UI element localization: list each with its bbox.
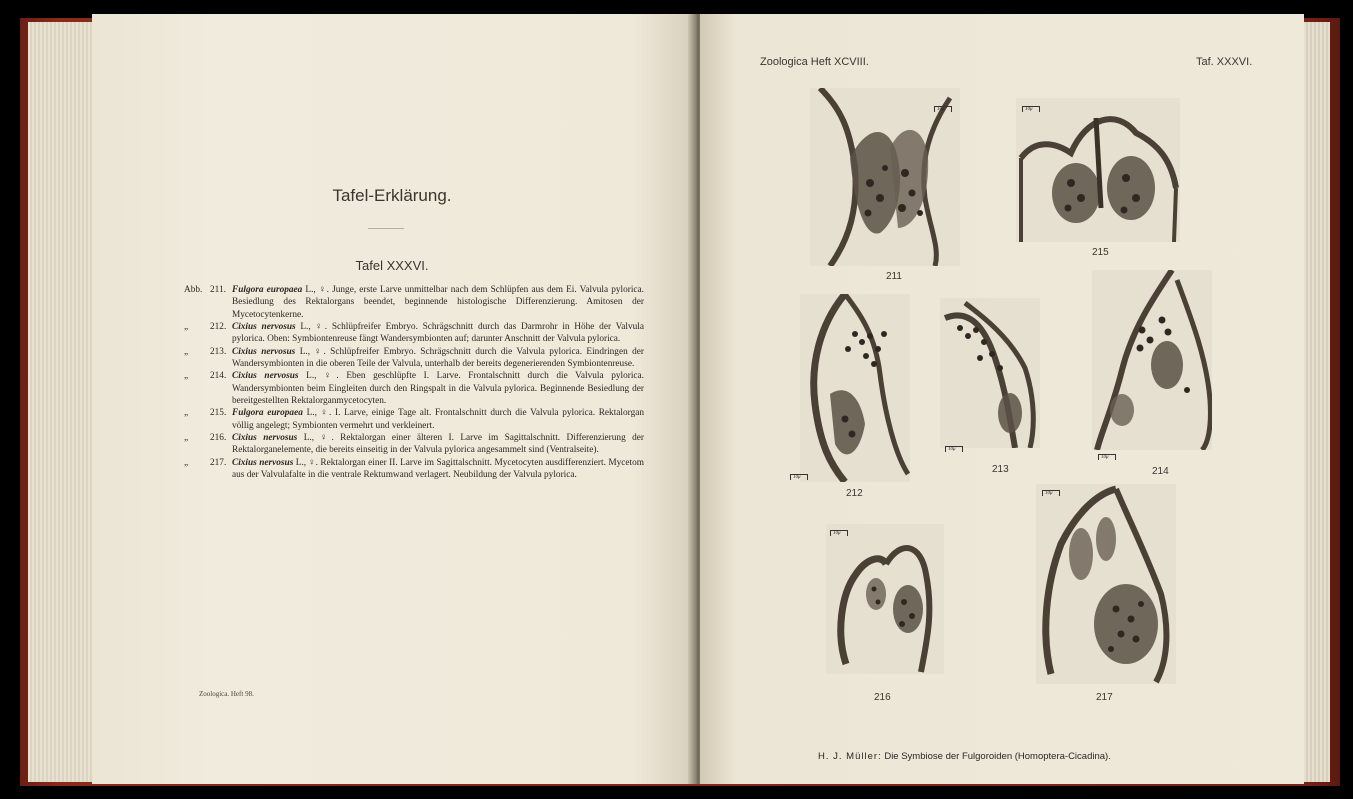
entry-text: L., ♀. Rektalorgan einer älteren I. Larve im Sagittalschnitt. Differenzierung der Rektalorganelemente, die bereits einseitig in der Valvula pylorica angesammelt sind (Ventralseite).: [232, 433, 644, 456]
entry-number: 212.: [210, 322, 227, 333]
entry-text: L., ♀. Junge, erste Larve unmittelbar nach dem Schlüpfen aus dem Ei. Valvula pylorica. Besiedlung des Rektalorgans beendet, beginnende histologische Differenzierung. Amitosen der Mycetocytenkerne.: [232, 285, 644, 320]
title-divider: [368, 228, 404, 229]
page-footer: Zoologica. Heft 98.: [199, 690, 254, 698]
scale-bar: [1022, 106, 1040, 112]
figure-216: [826, 524, 944, 674]
entry-text: L., ♀. Schlüpfreifer Embryo. Schrägschnitt durch das Darmrohr in Höhe der Valvula pylorica. Oben: Symbiontenreuse fängt Wandersymbionten auf; darunter Anschnitt der Valvula pylorica.: [232, 322, 644, 345]
figure-label-213: 213: [992, 464, 1009, 475]
entry-number: 217.: [210, 457, 227, 468]
scale-label: 10μ: [793, 475, 801, 480]
caption-author: H. J. Müller:: [818, 751, 882, 762]
species-name: Cixius nervosus: [232, 322, 296, 333]
scale-label: 10μ: [1025, 107, 1033, 112]
figure-215: [1016, 98, 1180, 242]
figure-212: [793, 294, 910, 482]
plate-number: Taf. XXXVI.: [1196, 56, 1253, 68]
scale-label: 10μ: [948, 447, 956, 452]
scale-label: 10μ: [1045, 491, 1053, 496]
figure-label-217: 217: [1096, 692, 1113, 703]
entry-prefix: Abb.: [184, 285, 203, 295]
right-page: [700, 14, 1304, 784]
scale-bar: [1098, 454, 1116, 460]
micrograph-212: [800, 294, 910, 482]
entry-prefix: „: [184, 346, 189, 357]
species-name: Cixius nervosus: [232, 346, 296, 357]
page-title: Tafel-Erklärung.: [332, 186, 452, 205]
figure-label-216: 216: [874, 692, 891, 703]
species-name: Cixius nervosus: [232, 433, 298, 444]
entry-body: [232, 284, 644, 321]
plate-heading: Tafel XXXVI.: [355, 258, 429, 273]
micrograph-217: [1036, 484, 1176, 684]
entry-body: [232, 321, 644, 346]
entry-prefix: „: [184, 457, 189, 468]
micrograph-214: [1092, 270, 1212, 450]
scale-bar: [830, 530, 848, 536]
figure-label-215: 215: [1092, 247, 1109, 258]
entry-214: [184, 370, 644, 407]
entry-number: 213.: [210, 346, 227, 357]
scale-label: 10μ: [833, 531, 841, 536]
species-name: Fulgora europaea: [232, 285, 303, 295]
micrograph-215: [1016, 98, 1180, 242]
entry-text: L., ♀. I. Larve, einige Tage alt. Frontalschnitt durch die Valvula pylorica. Rektalorgan völlig angelegt; Symbionten vermehrt und verkleinert.: [232, 408, 644, 431]
scale-bar: [790, 474, 808, 480]
entry-217: [184, 457, 644, 482]
running-header: Zoologica Heft XCVIII.: [760, 56, 869, 68]
species-name: Cixius nervosus: [232, 371, 299, 382]
figure-label-214: 214: [1152, 466, 1169, 477]
scale-bar: [1042, 490, 1060, 496]
entry-prefix: „: [184, 433, 189, 444]
figure-211: [810, 88, 960, 266]
figure-217: [1036, 484, 1176, 684]
caption-text: Die Symbiose der Fulgoroiden (Homoptera-Cicadina).: [881, 751, 1111, 762]
entry-216: [184, 432, 644, 457]
entry-prefix: „: [184, 322, 189, 333]
entry-213: [184, 346, 644, 371]
micrograph-216: [826, 524, 944, 674]
entry-text: L., ♀. Eben geschlüpfte I. Larve. Frontalschnitt durch die Valvula pylorica. Wandersymbionten beim Eingleiten durch den Ringspalt in die Valvula pylorica. Beginnende Besiedlung der bereitgestellten Rektalorganmycetocyten.: [232, 371, 644, 407]
scale-bar: [934, 106, 952, 112]
scale-bar: [945, 446, 963, 452]
species-name: Fulgora europaea: [232, 408, 303, 419]
entry-body: [232, 346, 644, 371]
figure-label-212: 212: [846, 488, 863, 499]
micrograph-213: [940, 298, 1040, 448]
entry-215: [184, 407, 644, 432]
figure-explanations: [184, 284, 644, 482]
entry-body: [232, 370, 644, 407]
plate-caption: [818, 751, 1111, 762]
entry-prefix: „: [184, 371, 189, 382]
page-edges-right: [1300, 22, 1330, 782]
entry-number: 216.: [210, 433, 227, 444]
figure-214: [1092, 270, 1212, 460]
scale-label: 10μ: [937, 107, 945, 112]
entry-body: [232, 457, 644, 482]
entry-number: 214.: [210, 371, 227, 382]
page-edges-left: [28, 22, 98, 782]
entry-number: 215.: [210, 408, 227, 419]
entry-text: L., ♀. Schlüpfreifer Embryo. Schrägschnitt durch die Valvula pylorica. Eindringen der Wandersymbionten in die oberen Teile der Valvula, unterhalb der bereits degenerierenden Symbiontenreuse.: [232, 346, 644, 370]
entry-212: [184, 321, 644, 346]
entry-211: [184, 284, 644, 321]
micrograph-211: [810, 88, 960, 266]
entry-body: [232, 407, 644, 432]
entry-prefix: „: [184, 408, 189, 419]
entry-number: 211.: [210, 285, 226, 295]
entry-text: L., ♀. Rektalorgan einer II. Larve im Sagittalschnitt. Mycetocyten ausdifferenziert. Mycetom aus der Valvulafalte in die ventrale Rektumwand verlagert. Neubildung der Valvula pylorica.: [232, 457, 644, 481]
entry-body: [232, 432, 644, 457]
figure-label-211: 211: [886, 271, 902, 282]
scale-label: 10μ: [1101, 455, 1109, 460]
species-name: Cixius nervosus: [232, 457, 294, 468]
left-page: [92, 14, 692, 784]
figure-213: [940, 298, 1040, 452]
